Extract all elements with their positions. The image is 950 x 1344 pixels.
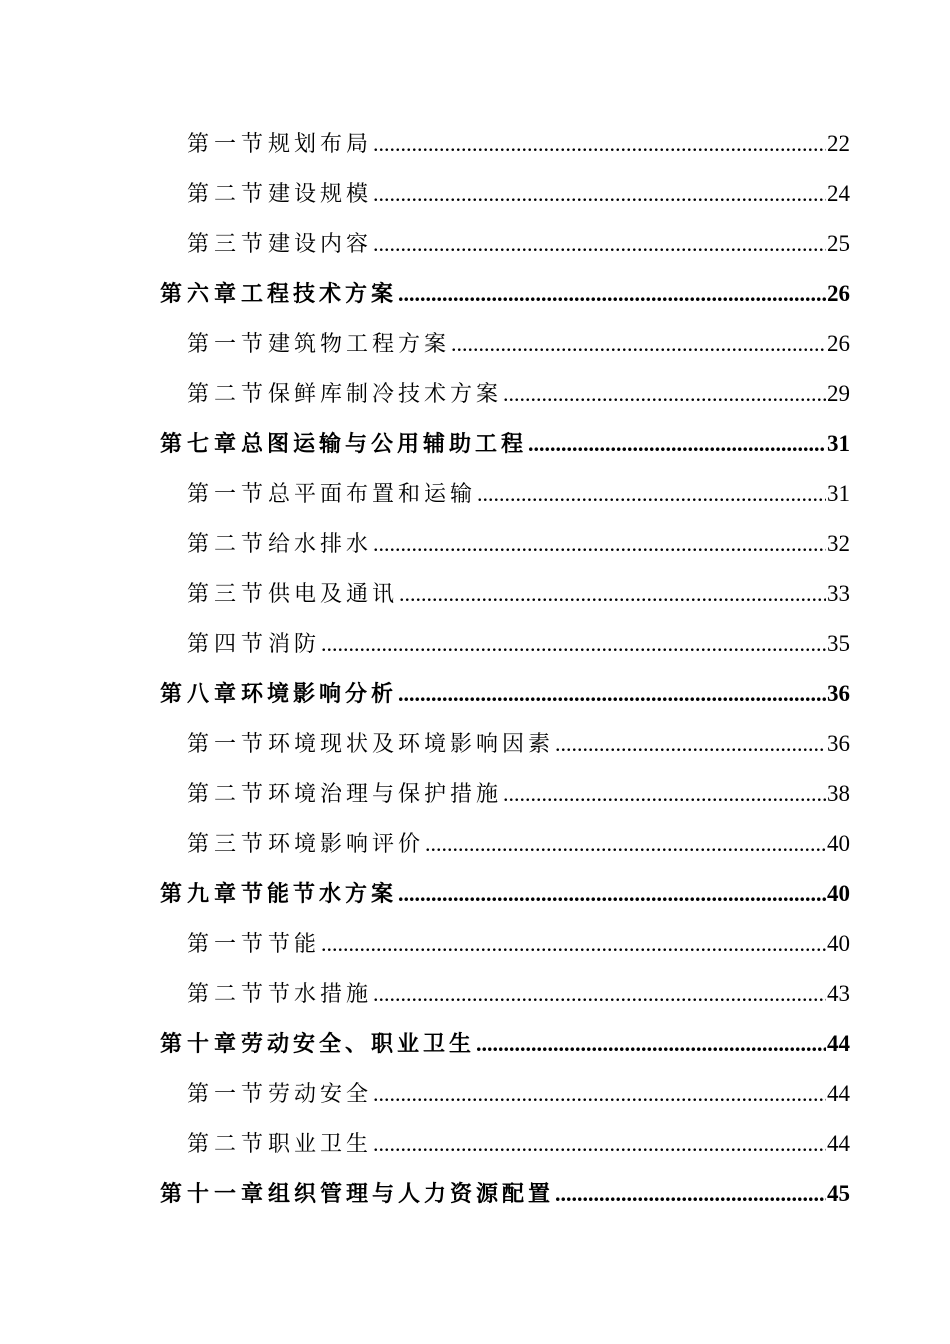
toc-entry-section[interactable] — [187, 1119, 850, 1169]
leader-dots — [373, 219, 826, 269]
leader-dots — [398, 869, 826, 919]
toc-entry-section[interactable] — [187, 969, 850, 1019]
entry-number: 第二节 — [187, 1132, 269, 1157]
entry-number: 第一节 — [187, 932, 269, 957]
entry-title: 职业卫生 — [268, 1132, 373, 1157]
entry-number: 第十章 — [160, 1031, 242, 1057]
entry-title: 规划布局 — [268, 132, 373, 157]
entry-page-number: 44 — [827, 1131, 850, 1156]
entry-title: 劳动安全、职业卫生 — [241, 1031, 476, 1057]
entry-title: 环境影响分析 — [241, 681, 398, 707]
toc-entry-section[interactable] — [187, 919, 850, 969]
entry-number: 第七章 — [160, 431, 242, 457]
toc-entry-section[interactable] — [187, 519, 850, 569]
entry-number: 第一节 — [187, 482, 269, 507]
entry-title: 建筑物工程方案 — [268, 332, 451, 357]
entry-page-number: 45 — [827, 1181, 850, 1206]
entry-page-number: 40 — [827, 931, 850, 956]
entry-number: 第一节 — [187, 332, 269, 357]
entry-title: 节能 — [268, 932, 321, 957]
entry-title: 环境现状及环境影响因素 — [268, 732, 555, 757]
toc-entry-section[interactable] — [187, 719, 850, 769]
entry-title: 建设内容 — [268, 232, 373, 257]
leader-dots — [398, 269, 826, 319]
entry-page-number: 40 — [827, 831, 850, 856]
entry-number: 第一节 — [187, 732, 269, 757]
entry-title: 组织管理与人力资源配置 — [268, 1181, 555, 1207]
entry-number: 第三节 — [187, 232, 269, 257]
leader-dots — [373, 1119, 826, 1169]
entry-number: 第六章 — [160, 281, 242, 307]
entry-title: 保鲜库制冷技术方案 — [268, 382, 503, 407]
entry-number: 第九章 — [160, 881, 242, 907]
entry-number: 第四节 — [187, 632, 269, 657]
leader-dots — [555, 1169, 826, 1219]
toc-entry-chapter[interactable] — [160, 419, 850, 469]
toc-entry-section[interactable] — [187, 319, 850, 369]
entry-title: 总平面布置和运输 — [268, 482, 477, 507]
entry-number: 第三节 — [187, 832, 269, 857]
toc-entry-section[interactable] — [187, 119, 850, 169]
entry-title: 环境影响评价 — [268, 832, 425, 857]
toc-entry-section[interactable] — [187, 769, 850, 819]
leader-dots — [477, 469, 826, 519]
toc-entry-section[interactable] — [187, 619, 850, 669]
entry-page-number: 25 — [827, 231, 850, 256]
entry-title: 消防 — [268, 632, 321, 657]
entry-page-number: 44 — [827, 1031, 850, 1056]
leader-dots — [399, 569, 826, 619]
toc-entry-chapter[interactable] — [160, 1169, 850, 1219]
leader-dots — [503, 769, 826, 819]
entry-number: 第二节 — [187, 782, 269, 807]
leader-dots — [373, 1069, 826, 1119]
toc-entry-chapter[interactable] — [160, 269, 850, 319]
toc-entry-section[interactable] — [187, 369, 850, 419]
entry-page-number: 35 — [827, 631, 850, 656]
entry-title: 工程技术方案 — [241, 281, 398, 307]
entry-title: 节水措施 — [268, 982, 373, 1007]
entry-number: 第一节 — [187, 132, 269, 157]
leader-dots — [528, 419, 826, 469]
toc-entry-chapter[interactable] — [160, 869, 850, 919]
entry-page-number: 31 — [827, 481, 850, 506]
entry-page-number: 26 — [827, 331, 850, 356]
entry-title: 劳动安全 — [268, 1082, 373, 1107]
toc-entry-section[interactable] — [187, 1069, 850, 1119]
toc-entry-section[interactable] — [187, 219, 850, 269]
entry-title: 建设规模 — [268, 182, 373, 207]
entry-page-number: 29 — [827, 381, 850, 406]
toc-entry-section[interactable] — [187, 819, 850, 869]
entry-number: 第二节 — [187, 532, 269, 557]
toc-entry-section[interactable] — [187, 469, 850, 519]
entry-number: 第一节 — [187, 1082, 269, 1107]
entry-number: 第二节 — [187, 982, 269, 1007]
entry-title: 节能节水方案 — [241, 881, 398, 907]
entry-page-number: 26 — [827, 281, 850, 306]
leader-dots — [373, 519, 826, 569]
entry-page-number: 38 — [827, 781, 850, 806]
entry-page-number: 24 — [827, 181, 850, 206]
entry-page-number: 31 — [827, 431, 850, 456]
entry-page-number: 33 — [827, 581, 850, 606]
leader-dots — [321, 619, 826, 669]
leader-dots — [555, 719, 826, 769]
entry-page-number: 40 — [827, 881, 850, 906]
leader-dots — [398, 669, 826, 719]
entry-page-number: 32 — [827, 531, 850, 556]
toc-entry-chapter[interactable] — [160, 669, 850, 719]
entry-title: 给水排水 — [268, 532, 373, 557]
leader-dots — [451, 319, 826, 369]
entry-number: 第三节 — [187, 582, 269, 607]
entry-page-number: 22 — [827, 131, 850, 156]
leader-dots — [373, 119, 826, 169]
entry-page-number: 43 — [827, 981, 850, 1006]
entry-title: 环境治理与保护措施 — [268, 782, 503, 807]
leader-dots — [373, 969, 826, 1019]
toc-entry-section[interactable] — [187, 169, 850, 219]
entry-number: 第二节 — [187, 182, 269, 207]
entry-number: 第十一章 — [160, 1181, 269, 1207]
leader-dots — [503, 369, 826, 419]
entry-page-number: 36 — [827, 731, 850, 756]
leader-dots — [321, 919, 826, 969]
toc-entry-section[interactable] — [187, 569, 850, 619]
entry-number: 第二节 — [187, 382, 269, 407]
leader-dots — [373, 169, 826, 219]
entry-page-number: 36 — [827, 681, 850, 706]
leader-dots — [476, 1019, 826, 1069]
entry-number: 第八章 — [160, 681, 242, 707]
entry-page-number: 44 — [827, 1081, 850, 1106]
entry-title: 供电及通讯 — [268, 582, 399, 607]
entry-title: 总图运输与公用辅助工程 — [241, 431, 528, 457]
toc-entry-chapter[interactable] — [160, 1019, 850, 1069]
leader-dots — [425, 819, 826, 869]
